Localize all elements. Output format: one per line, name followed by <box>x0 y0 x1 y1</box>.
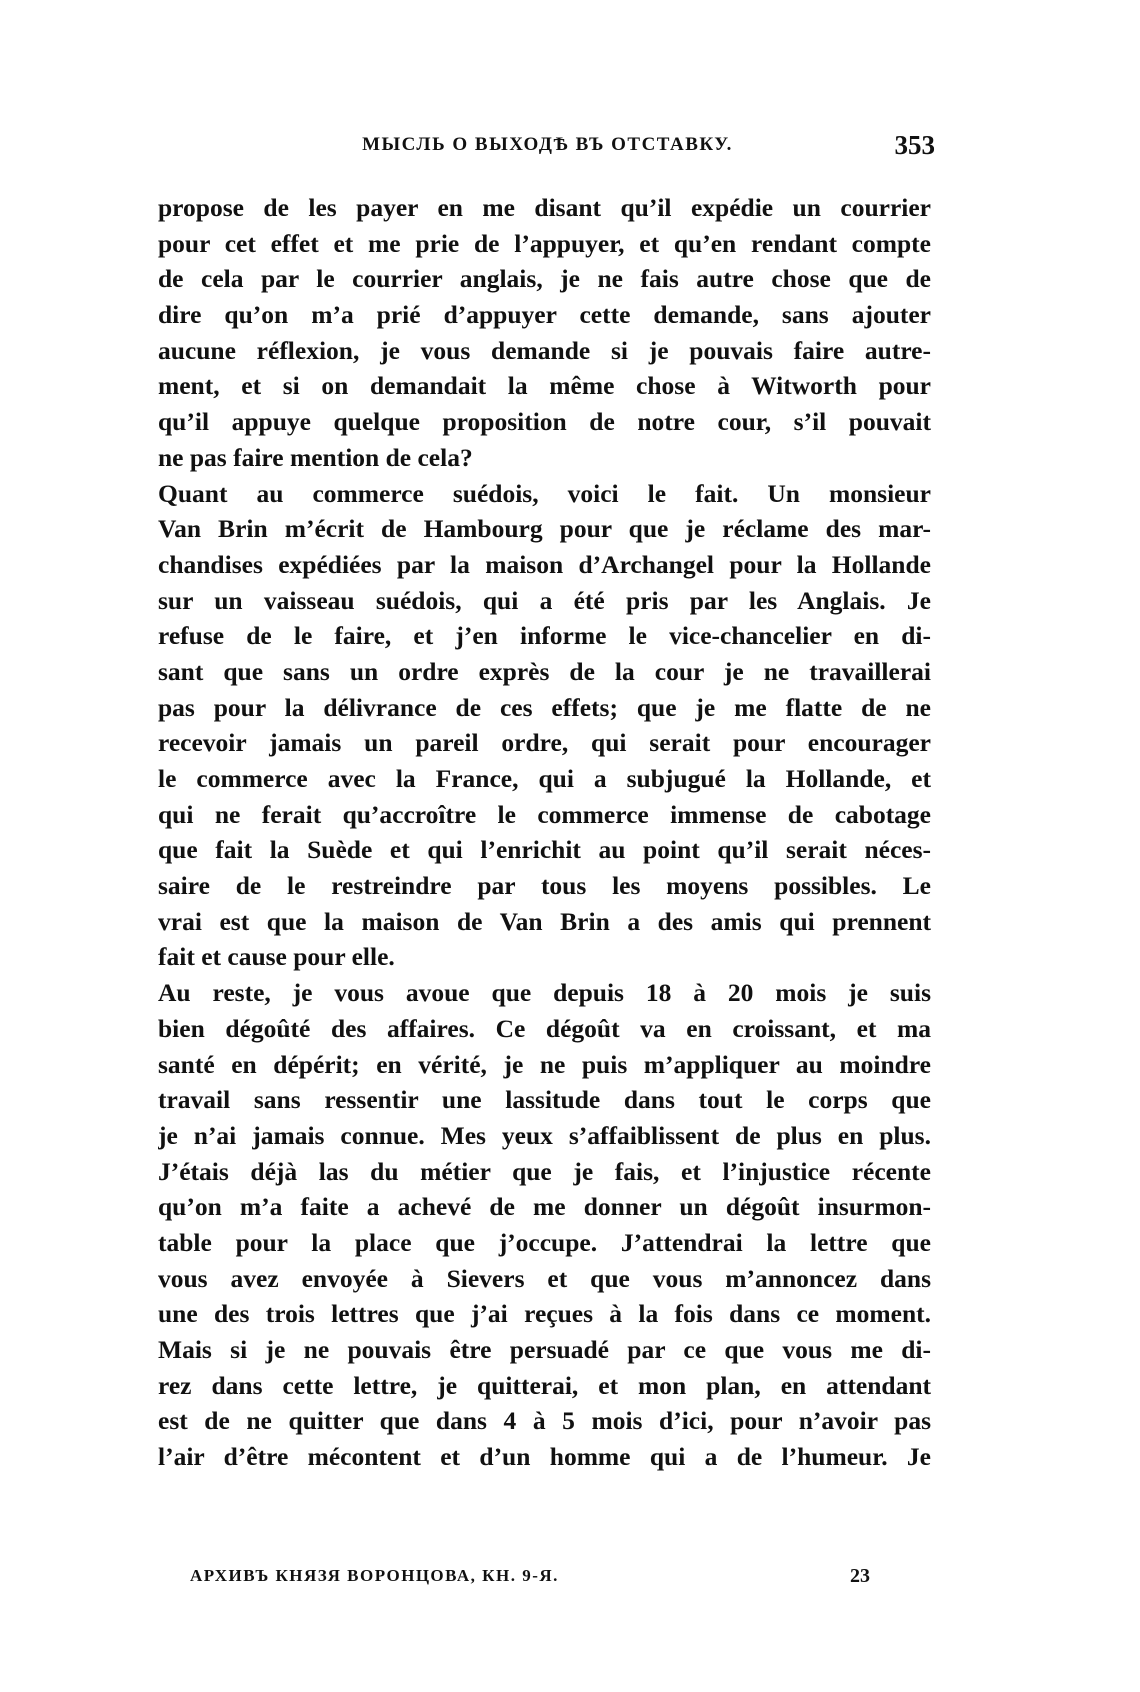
text-line: rez dans cette lettre, je quitterai, et mon plan, en attendant <box>158 1370 931 1400</box>
text-line: dire qu’on m’a prié d’appuyer cette demande, sans ajouter <box>158 300 931 330</box>
text-line: pour cet effet et me prie de l’appuyer, et qu’en rendant compte <box>158 228 931 258</box>
text-line: sant que sans un ordre exprès de la cour je ne travaillerai <box>158 656 931 686</box>
text-line: Van Brin m’écrit de Hambourg pour que je réclame des mar- <box>158 514 931 544</box>
text-line: ment, et si on demandait la même chose à Witworth pour <box>158 371 931 401</box>
text-line: une des trois lettres que j’ai reçues à la fois dans ce moment. <box>158 1299 931 1329</box>
text-line: travail sans ressentir une lassitude dans tout le corps que <box>158 1085 931 1115</box>
text-line: Quant au commerce suédois, voici le fait. Un monsieur <box>158 478 931 508</box>
body-text <box>158 190 931 1475</box>
text-line: saire de le restreindre par tous les moyens possibles. Le <box>158 871 931 901</box>
text-line: chandises expédiées par la maison d’Archangel pour la Hollande <box>158 549 931 579</box>
text-line: qu’il appuye quelque proposition de notre cour, s’il pouvait <box>158 407 931 437</box>
text-line: je n’ai jamais connue. Mes yeux s’affaiblissent de plus en plus. <box>158 1120 931 1150</box>
text-line: refuse de le faire, et j’en informe le vice-chancelier en di- <box>158 621 931 651</box>
text-line: santé en dépérit; en vérité, je ne puis m’appliquer au moindre <box>158 1049 931 1079</box>
text-line: qui ne ferait qu’accroître le commerce immense de cabotage <box>158 799 931 829</box>
signature-mark: 23 <box>850 1565 870 1587</box>
text-line: qu’on m’a faite a achevé de me donner un dégoût insurmon- <box>158 1192 931 1222</box>
text-line: le commerce avec la France, qui a subjugué la Hollande, et <box>158 764 931 793</box>
text-line: bien dégoûté des affaires. Ce dégoût va en croissant, et ma <box>158 1013 931 1043</box>
text-line: vrai est que la maison de Van Brin a des amis qui prennent <box>158 906 931 936</box>
text-line: Mais si je ne pouvais être persuadé par ce que vous me di- <box>158 1335 931 1364</box>
text-line: est de ne quitter que dans 4 à 5 mois d’ici, pour n’avoir pas <box>158 1406 931 1436</box>
text-line: que fait la Suède et qui l’enrichit au point qu’il serait néces- <box>158 835 931 865</box>
running-head <box>160 128 935 162</box>
running-title: МЫСЛЬ О ВЫХОДѢ ВЪ ОТСТАВКУ. <box>362 134 733 155</box>
text-line: propose de les payer en me disant qu’il expédie un courrier <box>158 193 931 222</box>
text-line: table pour la place que j’occupe. J’attendrai la lettre que <box>158 1227 931 1257</box>
text-line: pas pour la délivrance de ces effets; que je me flatte de ne <box>158 692 931 722</box>
signature-line: АРХИВЪ КНЯЗЯ ВОРОНЦОВА, КН. 9-Я. <box>190 1566 559 1585</box>
text-line: sur un vaisseau suédois, qui a été pris par les Anglais. Je <box>158 585 931 615</box>
text-line: de cela par le courrier anglais, je ne fais autre chose que de <box>158 264 931 294</box>
page-number: 353 <box>894 130 935 160</box>
text-line: aucune réflexion, je vous demande si je pouvais faire autre- <box>158 335 931 365</box>
text-line: l’air d’être mécontent et d’un homme qui a de l’humeur. Je <box>158 1442 931 1472</box>
text-line: ne pas faire mention de cela? <box>158 442 473 472</box>
text-line: recevoir jamais un pareil ordre, qui serait pour encourager <box>158 728 931 758</box>
text-line: fait et cause pour elle. <box>158 942 395 972</box>
text-line: J’étais déjà las du métier que je fais, et l’injustice récente <box>158 1156 931 1186</box>
page-footer <box>190 1562 870 1590</box>
text-line: vous avez envoyée à Sievers et que vous m’annoncez dans <box>158 1263 931 1293</box>
text-line: Au reste, je vous avoue que depuis 18 à 20 mois je suis <box>158 978 931 1008</box>
